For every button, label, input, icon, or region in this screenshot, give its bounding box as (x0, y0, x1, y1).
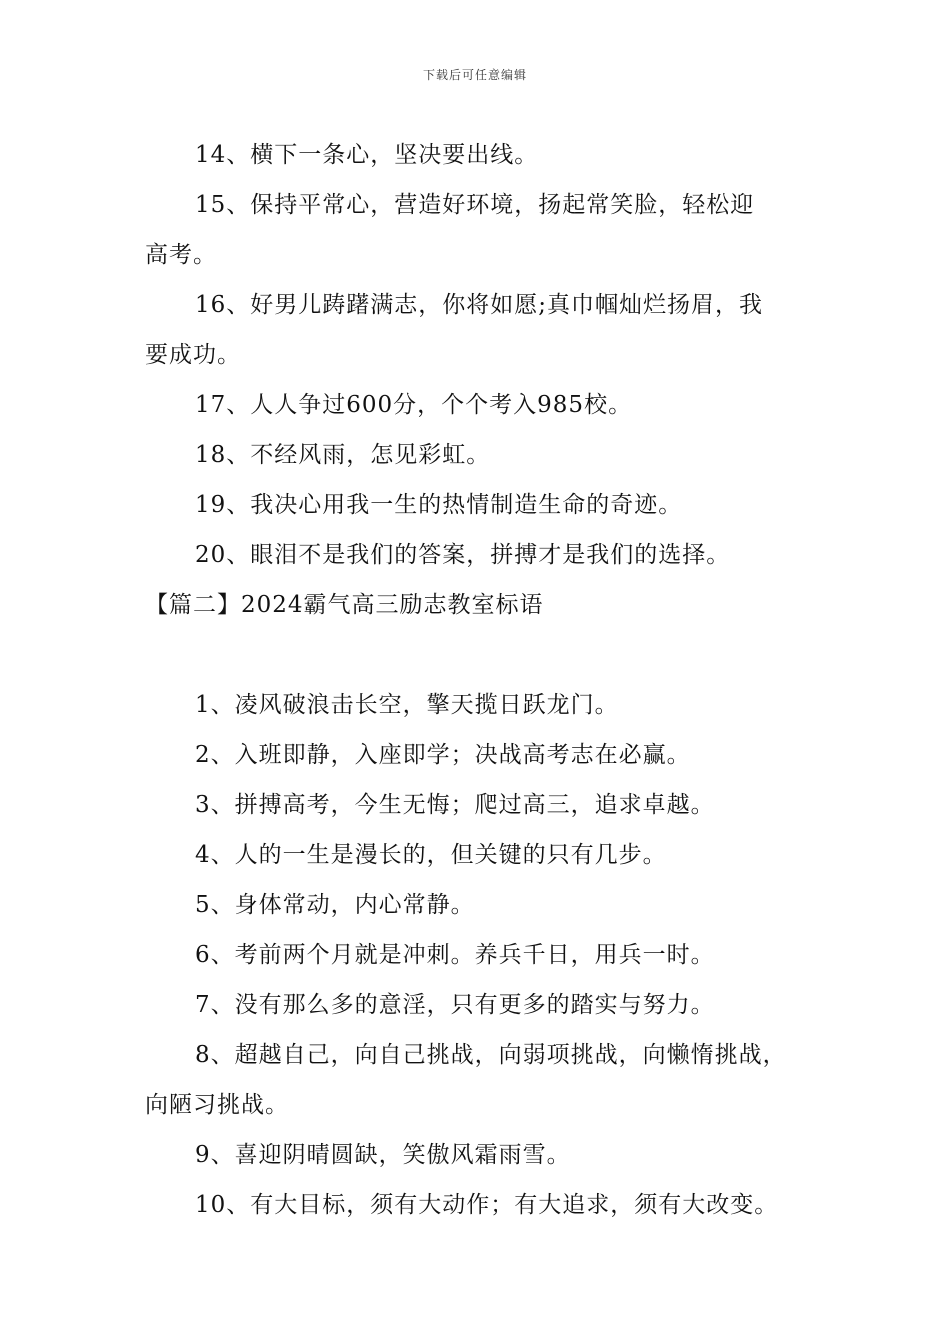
text-line: 7、没有那么多的意淫，只有更多的踏实与努力。 (195, 992, 715, 1018)
blank-line (145, 630, 810, 680)
text-line: 3、拼搏高考，今生无悔；爬过高三，追求卓越。 (195, 792, 715, 818)
text-line: 向陋习挑战。 (145, 1092, 289, 1118)
text-line: 【篇二】2024霸气高三励志教室标语 (145, 592, 544, 618)
text-line: 20、眼泪不是我们的答案，拼搏才是我们的选择。 (195, 542, 731, 568)
text-line: 16、好男儿踌躇满志，你将如愿;真巾帼灿烂扬眉，我 (195, 292, 764, 318)
text-line: 9、喜迎阴晴圆缺，笑傲风霜雨雪。 (195, 1142, 571, 1168)
text-line: 高考。 (145, 242, 217, 268)
text-line: 17、人人争过600分，个个考入985校。 (195, 392, 633, 418)
page-header: 下载后可任意编辑 (422, 68, 527, 82)
text-line: 8、超越自己，向自己挑战，向弱项挑战，向懒惰挑战， (195, 1042, 787, 1068)
text-line: 5、身体常动，内心常静。 (195, 892, 475, 918)
text-line: 4、人的一生是漫长的，但关键的只有几步。 (195, 842, 667, 868)
document-body (145, 130, 810, 1230)
text-line: 10、有大目标，须有大动作；有大追求，须有大改变。 (195, 1192, 779, 1218)
text-line: 要成功。 (145, 342, 241, 368)
text-line: 2、入班即静，入座即学；决战高考志在必赢。 (195, 742, 691, 768)
text-line: 18、不经风雨，怎见彩虹。 (195, 442, 491, 468)
text-line: 6、考前两个月就是冲刺。养兵千日，用兵一时。 (195, 942, 715, 968)
text-line: 15、保持平常心，营造好环境，扬起常笑脸，轻松迎 (195, 192, 755, 218)
text-line: 1、凌风破浪击长空，擎天揽日跃龙门。 (195, 692, 619, 718)
text-line: 14、横下一条心，坚决要出线。 (195, 142, 539, 168)
text-line: 19、我决心用我一生的热情制造生命的奇迹。 (195, 492, 683, 518)
